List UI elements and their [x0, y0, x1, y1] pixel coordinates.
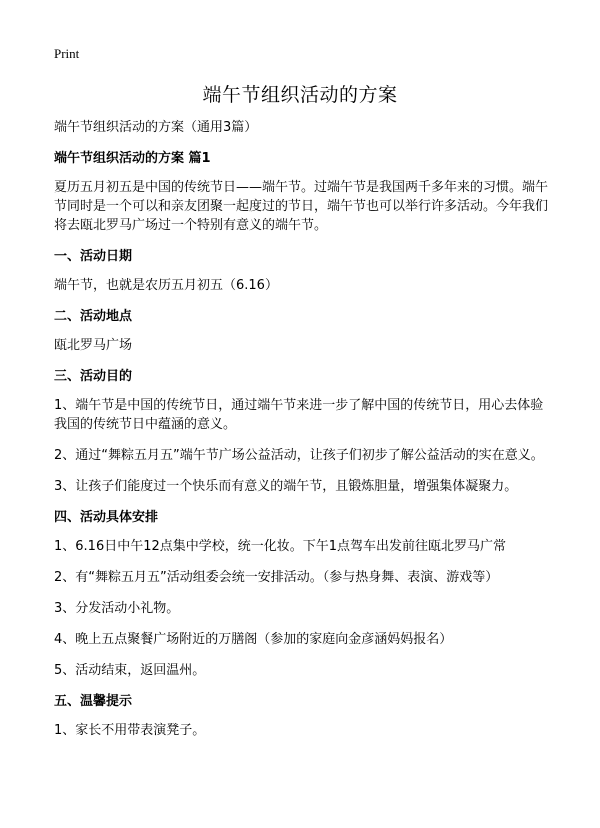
part-heading: 端午节组织活动的方案 篇1: [54, 151, 211, 166]
section-heading-tips: 五、温馨提示: [54, 694, 133, 709]
section-heading-location: 二、活动地点: [54, 309, 133, 324]
section-item: 4、晚上五点聚餐广场附近的万膳阁（参加的家庭向金彦涵妈妈报名）: [54, 632, 453, 647]
section-item: 3、分发活动小礼物。: [54, 601, 180, 616]
section-item: 端午节，也就是农历五月初五（6.16）: [54, 278, 278, 293]
section-item: 2、通过“舞粽五月五”端午节广场公益活动，让孩子们初步了解公益活动的实在意义。: [54, 448, 544, 463]
document-subtitle: 端午节组织活动的方案（通用3篇）: [54, 120, 258, 135]
section-item: 1、端午节是中国的传统节日，通过端午节来进一步了解中国的传统节日，用心去体验我国的传统节日中蕴涵的意义。: [54, 398, 544, 432]
section-heading-purpose: 三、活动目的: [54, 369, 133, 384]
section-item: 1、家长不用带表演凳子。: [54, 723, 206, 738]
section-heading-date: 一、活动日期: [54, 249, 133, 264]
section-item: 瓯北罗马广场: [54, 338, 133, 353]
print-link[interactable]: Print: [54, 46, 80, 61]
section-item: 5、活动结束，返回温州。: [54, 663, 206, 678]
page-title: 端午节组织活动的方案: [202, 84, 398, 106]
section-item: 2、有“舞粽五月五”活动组委会统一安排活动。（参与热身舞、表演、游戏等）: [54, 570, 499, 585]
intro-paragraph: 夏历五月初五是中国的传统节日——端午节。过端午节是我国两千多年来的习惯。端午节同时是一个可以和亲友团聚一起度过的节日，端午节也可以举行许多活动。今年我们将去瓯北罗马广场过一个特别有意义的端午节。: [54, 180, 549, 233]
document-body: [54, 118, 554, 752]
section-heading-schedule: 四、活动具体安排: [54, 510, 159, 525]
section-item: 3、让孩子们能度过一个快乐而有意义的端午节，且锻炼胆量，增强集体凝聚力。: [54, 479, 518, 494]
section-item: 1、6.16日中午12点集中学校，统一化妆。下午1点驾车出发前往瓯北罗马广常: [54, 539, 507, 554]
